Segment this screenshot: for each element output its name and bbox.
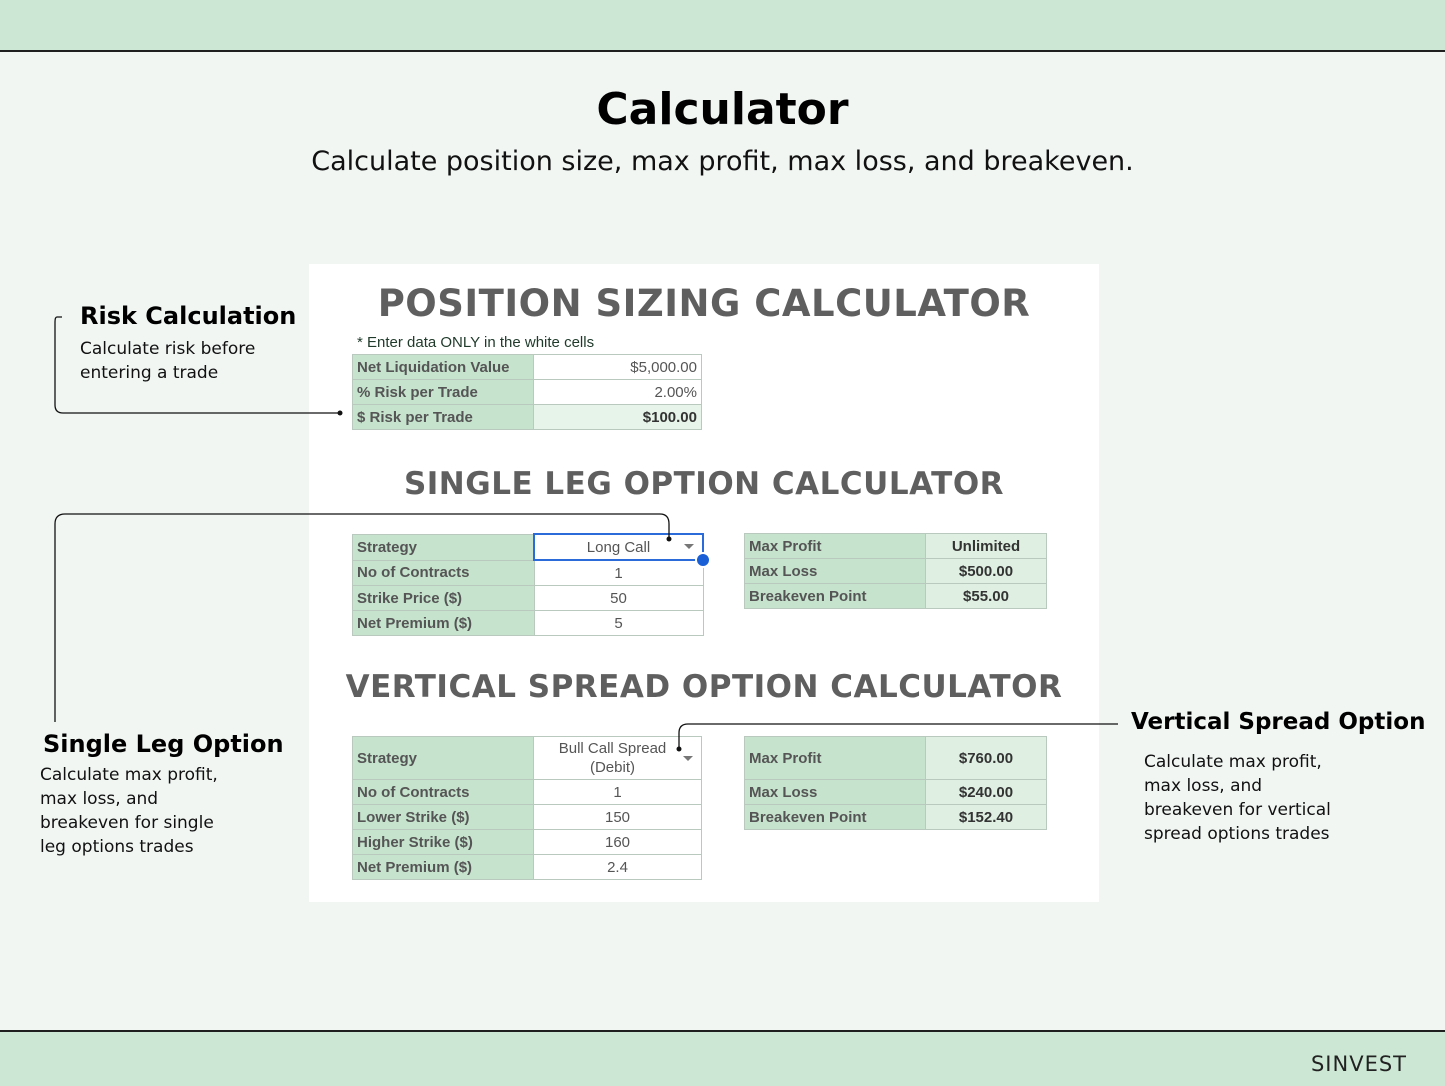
row-label: Net Premium ($): [353, 855, 534, 880]
row-label: Net Premium ($): [353, 611, 535, 636]
row-label: Breakeven Point: [745, 584, 926, 609]
row-label: Max Loss: [745, 780, 926, 805]
row-label: Higher Strike ($): [353, 830, 534, 855]
annotation-line: Calculate max profit,: [40, 765, 218, 785]
risk-annotation-title: Risk Calculation: [80, 302, 297, 330]
lower-strike-input[interactable]: 150: [534, 805, 702, 830]
annotation-line: Calculate risk before: [80, 339, 256, 359]
risk-annotation-body: [80, 337, 255, 385]
page-title: Calculator: [596, 84, 849, 135]
row-label: Breakeven Point: [745, 805, 926, 830]
annotation-line: entering a trade: [80, 363, 219, 383]
net-premium-input[interactable]: 5: [534, 611, 703, 636]
row-label: Max Profit: [745, 534, 926, 559]
row-label: Max Profit: [745, 737, 926, 780]
row-label: Strategy: [353, 737, 534, 780]
row-label: No of Contracts: [353, 780, 534, 805]
vertical-annotation-body: [1144, 750, 1331, 846]
net-liquidation-input[interactable]: $5,000.00: [534, 355, 702, 380]
row-label: $ Risk per Trade: [353, 405, 534, 430]
single-leg-connector-dot: [667, 537, 672, 542]
strategy-value-line2: (Debit): [589, 759, 635, 776]
annotation-line: max loss, and: [40, 789, 159, 809]
vertical-connector-dot: [677, 747, 682, 752]
row-label: Strike Price ($): [353, 586, 535, 611]
breakeven-output: $55.00: [926, 584, 1047, 609]
annotation-line: Calculate max profit,: [1144, 752, 1322, 772]
position-sizing-title: POSITION SIZING CALCULATOR: [377, 282, 1031, 325]
annotation-line: breakeven for single: [40, 813, 214, 833]
row-label: Max Loss: [745, 559, 926, 584]
vertical-connector-line: [679, 724, 1118, 749]
row-label: % Risk per Trade: [353, 380, 534, 405]
annotation-line: max loss, and: [1144, 776, 1263, 796]
row-label: Strategy: [353, 534, 535, 560]
spread-contracts-input[interactable]: 1: [534, 780, 702, 805]
risk-dollar-output: $100.00: [534, 405, 702, 430]
annotation-line: breakeven for vertical: [1144, 800, 1331, 820]
single-leg-connector-line: [55, 514, 669, 722]
vertical-spread-title: VERTICAL SPREAD OPTION CALCULATOR: [345, 669, 1063, 705]
risk-percent-input[interactable]: 2.00%: [534, 380, 702, 405]
single-leg-annotation-title: Single Leg Option: [43, 730, 284, 758]
strategy-value: Long Call: [586, 538, 651, 556]
row-label: No of Contracts: [353, 560, 535, 586]
strike-price-input[interactable]: 50: [534, 586, 703, 611]
spread-max-loss-output: $240.00: [926, 780, 1047, 805]
brand-logo-text: SINVEST: [1310, 1052, 1407, 1076]
bottom-band: [0, 1030, 1445, 1086]
max-profit-output: Unlimited: [926, 534, 1047, 559]
vertical-annotation-title: Vertical Spread Option: [1131, 709, 1426, 735]
annotation-line: leg options trades: [40, 837, 194, 857]
annotation-line: spread options trades: [1144, 824, 1330, 844]
spread-max-profit-output: $760.00: [926, 737, 1047, 780]
single-leg-title: SINGLE LEG OPTION CALCULATOR: [403, 466, 1005, 502]
max-loss-output: $500.00: [926, 559, 1047, 584]
row-label: Lower Strike ($): [353, 805, 534, 830]
risk-connector-dot: [338, 411, 343, 416]
contracts-input[interactable]: 1: [534, 560, 703, 586]
strategy-value-line1: Bull Call Spread: [558, 740, 667, 757]
page-subtitle: Calculate position size, max profit, max loss, and breakeven.: [311, 146, 1134, 177]
spread-breakeven-output: $152.40: [926, 805, 1047, 830]
entry-note: * Enter data ONLY in the white cells: [357, 334, 595, 351]
single-leg-annotation-body: [40, 763, 218, 859]
row-label: Net Liquidation Value: [353, 355, 534, 380]
higher-strike-input[interactable]: 160: [534, 830, 702, 855]
spread-premium-input[interactable]: 2.4: [534, 855, 702, 880]
